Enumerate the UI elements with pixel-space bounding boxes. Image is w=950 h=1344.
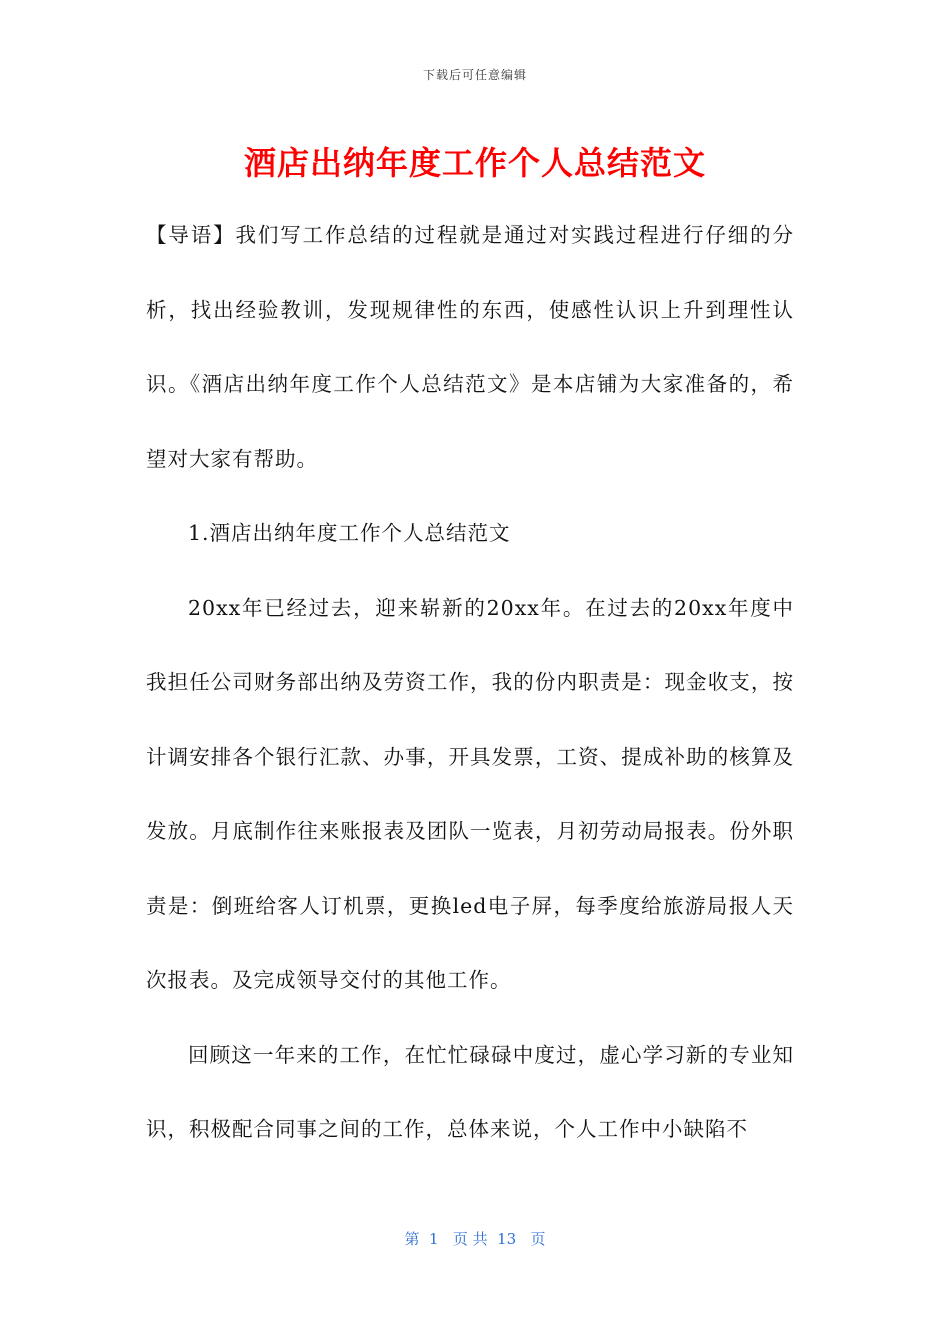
section-heading: 1.酒店出纳年度工作个人总结范文 xyxy=(188,521,511,545)
body-paragraph: 20xx年已经过去，迎来崭新的20xx年。在过去的20xx年度中我担任公司财务部出纳及劳资工作，我的份内职责是：现金收支，按计调安排各个银行汇款、办事，开具发票，工资、提成补助的核算及发放。月底制作往来账报表及团队一览表，月初劳动局报表。份外职责是：倒班给客人订机票，更换led电子屏，每季度给旅游局报人天次报表。及完成领导交付的其他工作。 xyxy=(146,595,794,992)
document-body xyxy=(146,198,794,1167)
page-title: 酒店出纳年度工作个人总结范文 xyxy=(243,144,706,182)
body-paragraph: 回顾这一年来的工作，在忙忙碌碌中度过，虚心学习新的专业知识，积极配合同事之间的工作，总体来说，个人工作中小缺陷不 xyxy=(146,1042,794,1141)
header-note: 下载后可任意编辑 xyxy=(422,68,527,82)
page-number-footer: 第 1 页 共 13 页 xyxy=(404,1230,546,1248)
intro-paragraph: 【导语】我们写工作总结的过程就是通过对实践过程进行仔细的分析，找出经验教训，发现规律性的东西，使感性认识上升到理性认识。《酒店出纳年度工作个人总结范文》是本店铺为大家准备的，希望对大家有帮助。 xyxy=(146,223,794,471)
